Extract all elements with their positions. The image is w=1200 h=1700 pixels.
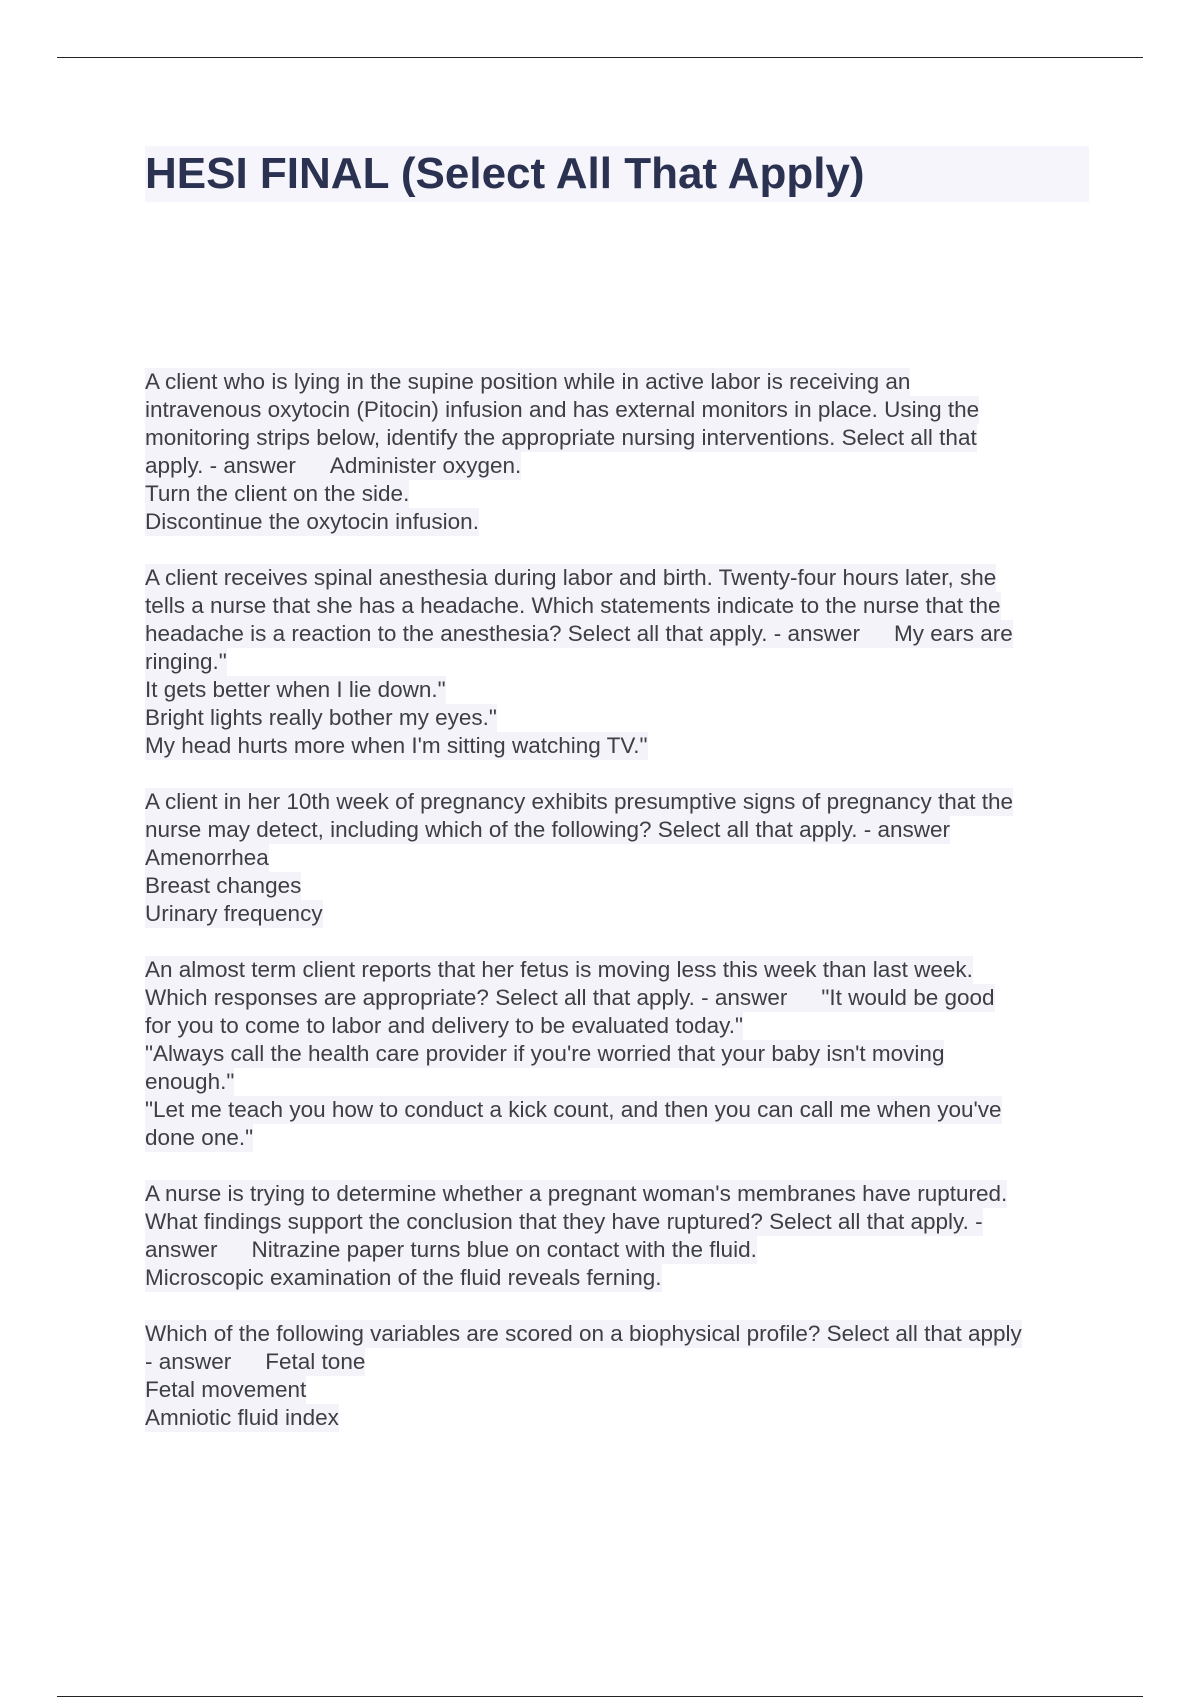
header-rule bbox=[57, 57, 1143, 58]
answer-lead: answer bbox=[145, 1237, 218, 1262]
answer-lead: Which responses are appropriate? Select all that apply. - answer bbox=[145, 985, 788, 1010]
answer-line: Microscopic examination of the fluid reveals ferning. bbox=[145, 1265, 662, 1290]
answer-lead: apply. - answer bbox=[145, 453, 296, 478]
footer-rule bbox=[57, 1696, 1143, 1697]
question-line: A client in her 10th week of pregnancy exhibits presumptive signs of pregnancy that the bbox=[145, 789, 1014, 814]
question-block-1 bbox=[145, 368, 1095, 536]
answer-line: Urinary frequency bbox=[145, 901, 323, 926]
answer-lead-line bbox=[145, 1236, 757, 1264]
answer-line: for you to come to labor and delivery to be evaluated today." bbox=[145, 1013, 743, 1038]
question-line: A nurse is trying to determine whether a pregnant woman's membranes have ruptured. bbox=[145, 1181, 1008, 1206]
question-block-4 bbox=[145, 956, 1095, 1152]
answer-line: ringing." bbox=[145, 649, 227, 674]
answer-lead-line bbox=[145, 984, 995, 1012]
document-title: HESI FINAL (Select All That Apply) bbox=[145, 149, 865, 198]
question-line: monitoring strips below, identify the appropriate nursing interventions. Select all that bbox=[145, 425, 977, 450]
question-line: nurse may detect, including which of the following? Select all that apply. - answer bbox=[145, 817, 951, 842]
answer-lead: - answer bbox=[145, 1349, 232, 1374]
answer-item: Administer oxygen. bbox=[329, 453, 522, 478]
answer-lead-line bbox=[145, 1348, 365, 1376]
answer-item: My ears are bbox=[894, 621, 1013, 646]
answer-item: "It would be good bbox=[821, 985, 995, 1010]
answer-line: It gets better when I lie down." bbox=[145, 677, 446, 702]
question-line: A client who is lying in the supine position while in active labor is receiving an bbox=[145, 369, 911, 394]
answer-line: Amenorrhea bbox=[145, 845, 269, 870]
answer-line: done one." bbox=[145, 1125, 254, 1150]
question-block-5 bbox=[145, 1180, 1095, 1292]
answer-line: Turn the client on the side. bbox=[145, 481, 410, 506]
answer-line: Breast changes bbox=[145, 873, 302, 898]
answer-line: "Always call the health care provider if you're worried that your baby isn't moving bbox=[145, 1041, 945, 1066]
answer-item: Fetal tone bbox=[265, 1349, 366, 1374]
question-line: An almost term client reports that her fetus is moving less this week than last week. bbox=[145, 957, 973, 982]
answer-line: Discontinue the oxytocin infusion. bbox=[145, 509, 479, 534]
answer-lead-line bbox=[145, 452, 521, 480]
answer-line: Bright lights really bother my eyes." bbox=[145, 705, 497, 730]
question-block-3 bbox=[145, 788, 1095, 928]
document-body bbox=[145, 368, 1095, 1460]
question-line: tells a nurse that she has a headache. Which statements indicate to the nurse that the bbox=[145, 593, 1001, 618]
answer-line: "Let me teach you how to conduct a kick count, and then you can call me when you've bbox=[145, 1097, 1002, 1122]
question-line: intravenous oxytocin (Pitocin) infusion and has external monitors in place. Using the bbox=[145, 397, 980, 422]
answer-line: Fetal movement bbox=[145, 1377, 307, 1402]
title-block bbox=[145, 146, 1089, 202]
answer-line: My head hurts more when I'm sitting watching TV." bbox=[145, 733, 648, 758]
question-block-2 bbox=[145, 564, 1095, 760]
question-line: Which of the following variables are scored on a biophysical profile? Select all that apply bbox=[145, 1321, 1022, 1346]
answer-lead: headache is a reaction to the anesthesia? Select all that apply. - answer bbox=[145, 621, 861, 646]
question-block-6 bbox=[145, 1320, 1095, 1432]
answer-line: Amniotic fluid index bbox=[145, 1405, 339, 1430]
answer-lead-line bbox=[145, 620, 1013, 648]
question-line: A client receives spinal anesthesia during labor and birth. Twenty-four hours later, she bbox=[145, 565, 997, 590]
answer-item: Nitrazine paper turns blue on contact with the fluid. bbox=[251, 1237, 757, 1262]
answer-line: enough." bbox=[145, 1069, 235, 1094]
question-line: What findings support the conclusion that they have ruptured? Select all that apply. - bbox=[145, 1209, 983, 1234]
